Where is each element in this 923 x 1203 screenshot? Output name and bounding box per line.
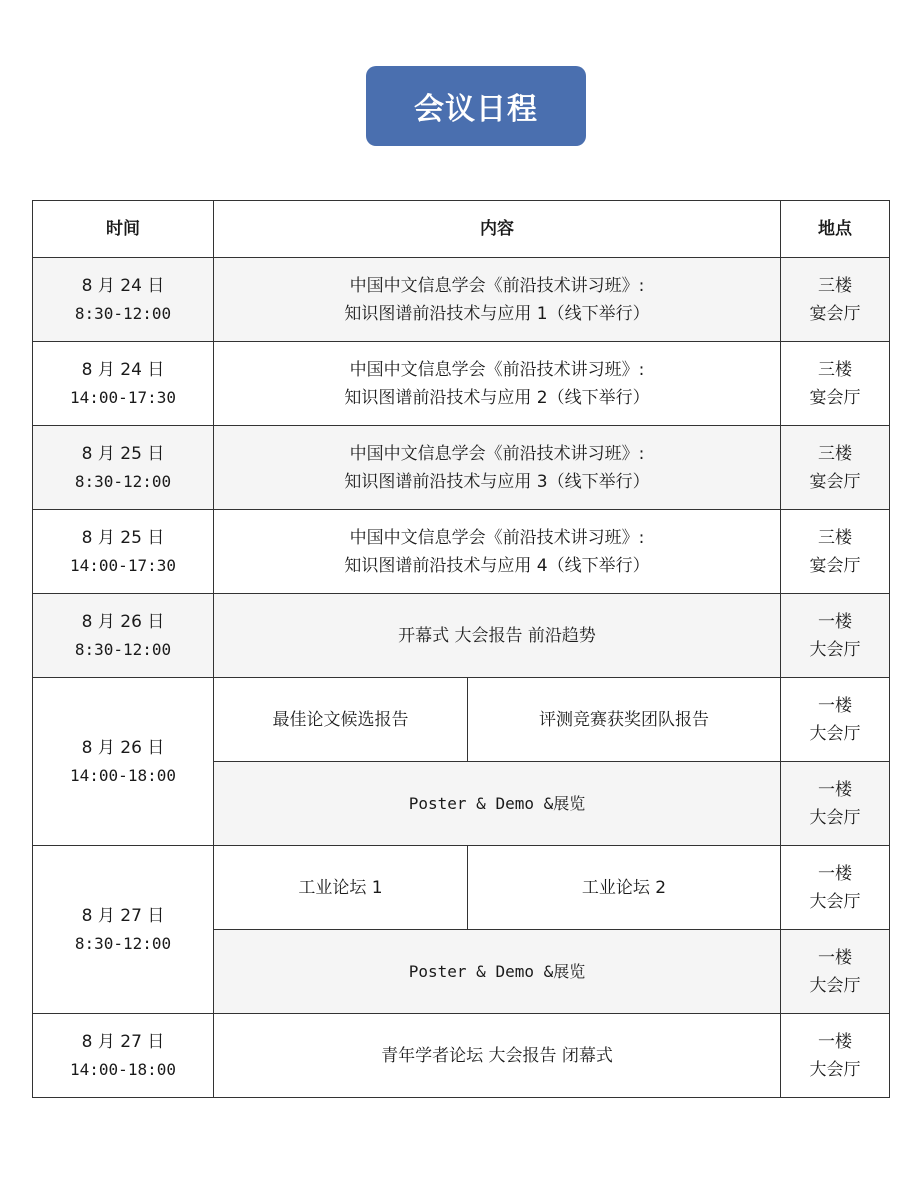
- content-cell-right: 工业论坛 2: [468, 846, 781, 930]
- location-floor: 一楼: [818, 695, 852, 716]
- table-row: [33, 342, 890, 426]
- location-hall: 大会厅: [809, 723, 861, 744]
- date-text: 8 月 24 日: [81, 359, 165, 380]
- location-hall: 大会厅: [809, 807, 861, 828]
- table-row: [33, 426, 890, 510]
- date-text: 8 月 25 日: [81, 527, 165, 548]
- time-cell: [33, 342, 214, 426]
- time-text: 8:30-12:00: [74, 471, 172, 491]
- time-cell: [33, 594, 214, 678]
- location-cell: [781, 846, 890, 930]
- time-text: 14:00-18:00: [70, 1059, 176, 1079]
- date-text: 8 月 24 日: [81, 275, 165, 296]
- table-row: [33, 594, 890, 678]
- header-content: 内容: [214, 201, 781, 258]
- location-cell: [781, 510, 890, 594]
- time-cell: [33, 678, 214, 846]
- location-floor: 三楼: [818, 527, 852, 548]
- content-line: 中国中文信息学会《前沿技术讲习班》:: [349, 275, 645, 296]
- content-cell-right: 评测竞赛获奖团队报告: [468, 678, 781, 762]
- content-cell: 青年学者论坛 大会报告 闭幕式: [214, 1014, 781, 1098]
- time-cell: [33, 258, 214, 342]
- location-hall: 宴会厅: [809, 555, 861, 576]
- time-text: 14:00-17:30: [70, 555, 176, 575]
- content-line: 知识图谱前沿技术与应用 1（线下举行）: [344, 303, 650, 324]
- date-text: 8 月 25 日: [81, 443, 165, 464]
- content-cell: [214, 258, 781, 342]
- content-cell-left: 工业论坛 1: [214, 846, 468, 930]
- table-row: [33, 1014, 890, 1098]
- content-cell: 开幕式 大会报告 前沿趋势: [214, 594, 781, 678]
- content-line: 中国中文信息学会《前沿技术讲习班》:: [349, 443, 645, 464]
- time-text: 14:00-17:30: [70, 387, 176, 407]
- table-row: [33, 258, 890, 342]
- content-cell: Poster & Demo &展览: [214, 762, 781, 846]
- location-floor: 一楼: [818, 947, 852, 968]
- location-cell: [781, 678, 890, 762]
- content-cell: [214, 426, 781, 510]
- location-floor: 一楼: [818, 1031, 852, 1052]
- location-floor: 三楼: [818, 443, 852, 464]
- table-header-row: [33, 201, 890, 258]
- location-cell: [781, 930, 890, 1014]
- header-location: 地点: [781, 201, 890, 258]
- location-cell: [781, 258, 890, 342]
- location-hall: 宴会厅: [809, 471, 861, 492]
- location-hall: 大会厅: [809, 1059, 861, 1080]
- content-line: 知识图谱前沿技术与应用 4（线下举行）: [344, 555, 650, 576]
- location-hall: 大会厅: [809, 639, 861, 660]
- date-text: 8 月 26 日: [81, 737, 165, 758]
- location-floor: 一楼: [818, 611, 852, 632]
- table-row: [33, 510, 890, 594]
- content-cell: [214, 342, 781, 426]
- time-text: 8:30-12:00: [74, 639, 172, 659]
- location-cell: [781, 426, 890, 510]
- date-text: 8 月 26 日: [81, 611, 165, 632]
- location-hall: 大会厅: [809, 891, 861, 912]
- time-text: 8:30-12:00: [74, 933, 172, 953]
- content-cell: [214, 510, 781, 594]
- location-cell: [781, 1014, 890, 1098]
- location-hall: 宴会厅: [809, 303, 861, 324]
- time-cell: [33, 510, 214, 594]
- location-hall: 宴会厅: [809, 387, 861, 408]
- location-floor: 三楼: [818, 275, 852, 296]
- location-floor: 一楼: [818, 863, 852, 884]
- date-text: 8 月 27 日: [81, 905, 165, 926]
- time-cell: [33, 426, 214, 510]
- time-cell: [33, 846, 214, 1014]
- time-cell: [33, 1014, 214, 1098]
- content-line: 知识图谱前沿技术与应用 2（线下举行）: [344, 387, 650, 408]
- schedule-table: [32, 200, 890, 1098]
- date-text: 8 月 27 日: [81, 1031, 165, 1052]
- page-title: 会议日程: [366, 66, 586, 146]
- content-line: 中国中文信息学会《前沿技术讲习班》:: [349, 359, 645, 380]
- content-cell: Poster & Demo &展览: [214, 930, 781, 1014]
- table-row: [33, 846, 890, 930]
- location-floor: 三楼: [818, 359, 852, 380]
- location-cell: [781, 594, 890, 678]
- table-row: [33, 678, 890, 762]
- location-cell: [781, 342, 890, 426]
- location-hall: 大会厅: [809, 975, 861, 996]
- content-line: 知识图谱前沿技术与应用 3（线下举行）: [344, 471, 650, 492]
- time-text: 8:30-12:00: [74, 303, 172, 323]
- header-time: 时间: [33, 201, 214, 258]
- location-floor: 一楼: [818, 779, 852, 800]
- content-cell-left: 最佳论文候选报告: [214, 678, 468, 762]
- time-text: 14:00-18:00: [70, 765, 176, 785]
- content-line: 中国中文信息学会《前沿技术讲习班》:: [349, 527, 645, 548]
- location-cell: [781, 762, 890, 846]
